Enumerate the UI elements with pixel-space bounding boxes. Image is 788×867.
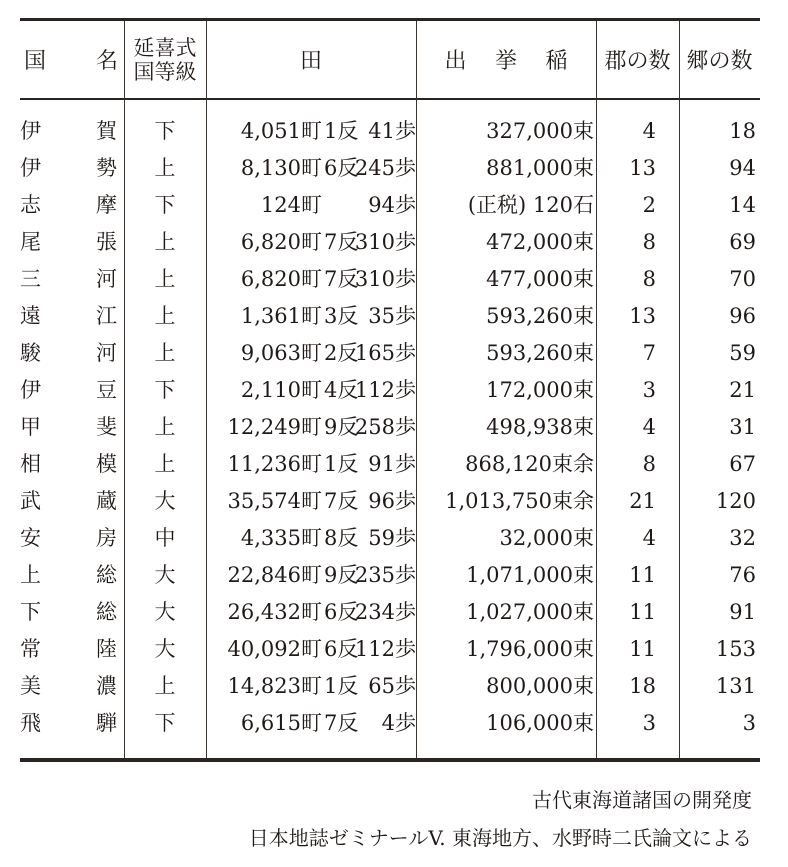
loan-cell: 1,013,750束余 — [445, 489, 594, 513]
village-count: 32 — [729, 526, 756, 550]
district-count: 11 — [629, 600, 656, 624]
village-count: 91 — [729, 600, 756, 624]
province-first-char: 下 — [20, 600, 41, 624]
rank-cell: 下 — [154, 378, 176, 402]
table-row — [20, 187, 760, 224]
field-tan: 1反 — [324, 674, 359, 698]
field-bu: 258歩 — [354, 415, 416, 439]
loan-cell: 1,027,000束 — [466, 600, 594, 624]
province-second-char: 豆 — [96, 378, 117, 402]
header-villages: 郷の数 — [686, 49, 753, 74]
province-first-char: 伊 — [20, 378, 41, 402]
province-first-char: 三 — [20, 267, 41, 291]
field-cho: 14,823町 — [227, 674, 322, 698]
field-tan: 7反 — [324, 489, 359, 513]
rank-cell: 下 — [154, 119, 176, 143]
header-districts: 郡の数 — [604, 49, 671, 74]
field-cho: 35,574町 — [227, 489, 322, 513]
table-row — [20, 483, 760, 520]
rank-cell: 大 — [154, 489, 176, 513]
district-count: 2 — [642, 193, 656, 217]
table-row — [20, 446, 760, 483]
district-count: 11 — [629, 637, 656, 661]
field-cho: 6,820町 — [240, 267, 322, 291]
village-count: 153 — [715, 637, 756, 661]
loan-cell: 868,120束余 — [465, 452, 594, 476]
header-rank-line2: 国等級 — [133, 59, 197, 84]
field-cho: 4,335町 — [240, 526, 322, 550]
village-count: 76 — [729, 563, 756, 587]
field-bu: 234歩 — [354, 600, 416, 624]
loan-cell: 472,000束 — [486, 230, 594, 254]
field-bu: 245歩 — [354, 156, 416, 180]
table-row — [20, 372, 760, 409]
district-count: 13 — [629, 304, 656, 328]
field-cho: 4,051町 — [240, 119, 322, 143]
rank-cell: 中 — [154, 526, 176, 550]
table-row — [20, 409, 760, 446]
loan-cell: 32,000束 — [499, 526, 594, 550]
province-second-char: 江 — [96, 304, 117, 328]
table-row — [20, 298, 760, 335]
province-first-char: 駿 — [20, 341, 41, 365]
loan-cell: 593,260束 — [486, 304, 594, 328]
field-tan: 7反 — [324, 267, 359, 291]
rank-cell: 上 — [154, 452, 176, 476]
field-bu: 4歩 — [381, 711, 416, 735]
field-cho: 40,092町 — [227, 637, 322, 661]
field-tan: 3反 — [324, 304, 359, 328]
rank-cell: 大 — [154, 600, 176, 624]
source-note: 日本地誌ゼミナールV. 東海地方、水野時二氏論文による — [248, 826, 752, 850]
field-cho: 11,236町 — [227, 452, 322, 476]
province-second-char: 河 — [96, 341, 117, 365]
field-tan: 6反 — [324, 637, 359, 661]
field-bu: 165歩 — [354, 341, 416, 365]
province-second-char: 張 — [96, 230, 117, 254]
province-first-char: 上 — [20, 563, 41, 587]
header-loan — [416, 21, 596, 98]
province-second-char: 陸 — [96, 637, 117, 661]
header-rank-line1: 延喜式 — [133, 35, 197, 60]
table-row — [20, 557, 760, 594]
field-bu: 112歩 — [354, 637, 416, 661]
loan-cell: (正税) 120石 — [467, 193, 594, 217]
province-second-char: 濃 — [96, 674, 117, 698]
rank-cell: 上 — [154, 156, 176, 180]
province-second-char: 蔵 — [96, 489, 117, 513]
field-bu: 96歩 — [368, 489, 416, 513]
field-cho: 22,846町 — [227, 563, 322, 587]
district-count: 13 — [629, 156, 656, 180]
table-row — [20, 150, 760, 187]
rank-cell: 上 — [154, 230, 176, 254]
province-second-char: 勢 — [96, 156, 117, 180]
header-loan-char2: 挙 — [494, 49, 517, 74]
loan-cell: 172,000束 — [486, 378, 594, 402]
header-province-first: 国 — [24, 49, 47, 74]
table-row — [20, 705, 760, 742]
village-count: 94 — [729, 156, 756, 180]
field-tan: 6反 — [324, 156, 359, 180]
field-bu: 310歩 — [354, 267, 416, 291]
district-count: 4 — [642, 119, 656, 143]
rank-cell: 上 — [154, 674, 176, 698]
rank-cell: 上 — [154, 415, 176, 439]
table-row — [20, 224, 760, 261]
district-count: 18 — [629, 674, 656, 698]
village-count: 70 — [729, 267, 756, 291]
field-bu: 41歩 — [368, 119, 416, 143]
table-row — [20, 631, 760, 668]
field-bu: 310歩 — [354, 230, 416, 254]
field-tan: 9反 — [324, 415, 359, 439]
loan-cell: 800,000束 — [486, 674, 594, 698]
district-count: 8 — [642, 230, 656, 254]
rank-cell: 大 — [154, 563, 176, 587]
field-cho: 124町 — [260, 193, 322, 217]
village-count: 96 — [729, 304, 756, 328]
district-count: 3 — [642, 378, 656, 402]
village-count: 120 — [715, 489, 756, 513]
province-second-char: 賀 — [96, 119, 117, 143]
village-count: 14 — [729, 193, 756, 217]
field-bu: 94歩 — [368, 193, 416, 217]
field-tan: 9反 — [324, 563, 359, 587]
district-count: 11 — [629, 563, 656, 587]
field-bu: 91歩 — [368, 452, 416, 476]
province-first-char: 武 — [20, 489, 41, 513]
header-loan-char1: 出 — [444, 49, 467, 74]
field-cho: 8,130町 — [240, 156, 322, 180]
field-tan: 6反 — [324, 600, 359, 624]
loan-cell: 477,000束 — [486, 267, 594, 291]
table-row — [20, 668, 760, 705]
field-cho: 2,110町 — [240, 378, 322, 402]
district-count: 21 — [629, 489, 656, 513]
field-bu: 235歩 — [354, 563, 416, 587]
rank-cell: 大 — [154, 637, 176, 661]
province-second-char: 総 — [96, 563, 117, 587]
field-bu: 59歩 — [368, 526, 416, 550]
district-count: 7 — [642, 341, 656, 365]
header-field: 田 — [299, 49, 322, 74]
rank-cell: 上 — [154, 341, 176, 365]
loan-cell: 498,938束 — [486, 415, 594, 439]
village-count: 67 — [729, 452, 756, 476]
field-tan: 8反 — [324, 526, 359, 550]
village-count: 3 — [742, 711, 756, 735]
province-first-char: 常 — [20, 637, 41, 661]
village-count: 131 — [715, 674, 756, 698]
field-cho: 6,615町 — [240, 711, 322, 735]
province-first-char: 美 — [20, 674, 41, 698]
table-caption: 古代東海道諸国の開発度 — [532, 788, 752, 812]
district-count: 8 — [642, 452, 656, 476]
province-first-char: 遠 — [20, 304, 41, 328]
field-cho: 1,361町 — [240, 304, 322, 328]
table-row — [20, 261, 760, 298]
loan-cell: 1,071,000束 — [466, 563, 594, 587]
district-count: 4 — [642, 415, 656, 439]
field-tan: 1反 — [324, 119, 359, 143]
province-first-char: 安 — [20, 526, 41, 550]
field-cho: 12,249町 — [227, 415, 322, 439]
rank-cell: 下 — [154, 711, 176, 735]
rank-cell: 上 — [154, 304, 176, 328]
province-second-char: 総 — [96, 600, 117, 624]
loan-cell: 881,000束 — [486, 156, 594, 180]
table-bottom-rule — [20, 758, 760, 762]
district-count: 8 — [642, 267, 656, 291]
province-second-char: 房 — [96, 526, 117, 550]
field-tan: 7反 — [324, 230, 359, 254]
rank-cell: 下 — [154, 193, 176, 217]
table-row — [20, 113, 760, 150]
field-cho: 9,063町 — [240, 341, 322, 365]
province-second-char: 河 — [96, 267, 117, 291]
loan-cell: 106,000束 — [486, 711, 594, 735]
field-bu: 112歩 — [354, 378, 416, 402]
province-first-char: 相 — [20, 452, 41, 476]
district-count: 4 — [642, 526, 656, 550]
district-count: 3 — [642, 711, 656, 735]
field-cho: 26,432町 — [227, 600, 322, 624]
province-first-char: 志 — [20, 193, 41, 217]
field-bu: 65歩 — [368, 674, 416, 698]
field-tan: 2反 — [324, 341, 359, 365]
village-count: 69 — [729, 230, 756, 254]
loan-cell: 1,796,000束 — [466, 637, 594, 661]
loan-cell: 593,260束 — [486, 341, 594, 365]
field-cho: 6,820町 — [240, 230, 322, 254]
loan-cell: 327,000束 — [486, 119, 594, 143]
village-count: 18 — [729, 119, 756, 143]
header-province-second: 名 — [96, 49, 119, 74]
header-rank — [124, 21, 206, 98]
table-row — [20, 520, 760, 557]
rank-cell: 上 — [154, 267, 176, 291]
village-count: 21 — [729, 378, 756, 402]
province-first-char: 甲 — [20, 415, 41, 439]
province-second-char: 斐 — [96, 415, 117, 439]
village-count: 59 — [729, 341, 756, 365]
field-tan: 1反 — [324, 452, 359, 476]
table-row — [20, 594, 760, 631]
province-second-char: 騨 — [96, 711, 117, 735]
field-tan: 4反 — [324, 378, 359, 402]
province-second-char: 模 — [96, 452, 117, 476]
province-first-char: 伊 — [20, 119, 41, 143]
village-count: 31 — [729, 415, 756, 439]
header-loan-char3: 稲 — [545, 49, 568, 74]
table-header — [20, 21, 760, 98]
province-first-char: 伊 — [20, 156, 41, 180]
province-first-char: 飛 — [20, 711, 41, 735]
table-row — [20, 335, 760, 372]
province-second-char: 摩 — [96, 193, 117, 217]
field-bu: 35歩 — [368, 304, 416, 328]
province-first-char: 尾 — [20, 230, 41, 254]
table-header-rule — [20, 98, 760, 100]
field-tan: 7反 — [324, 711, 359, 735]
